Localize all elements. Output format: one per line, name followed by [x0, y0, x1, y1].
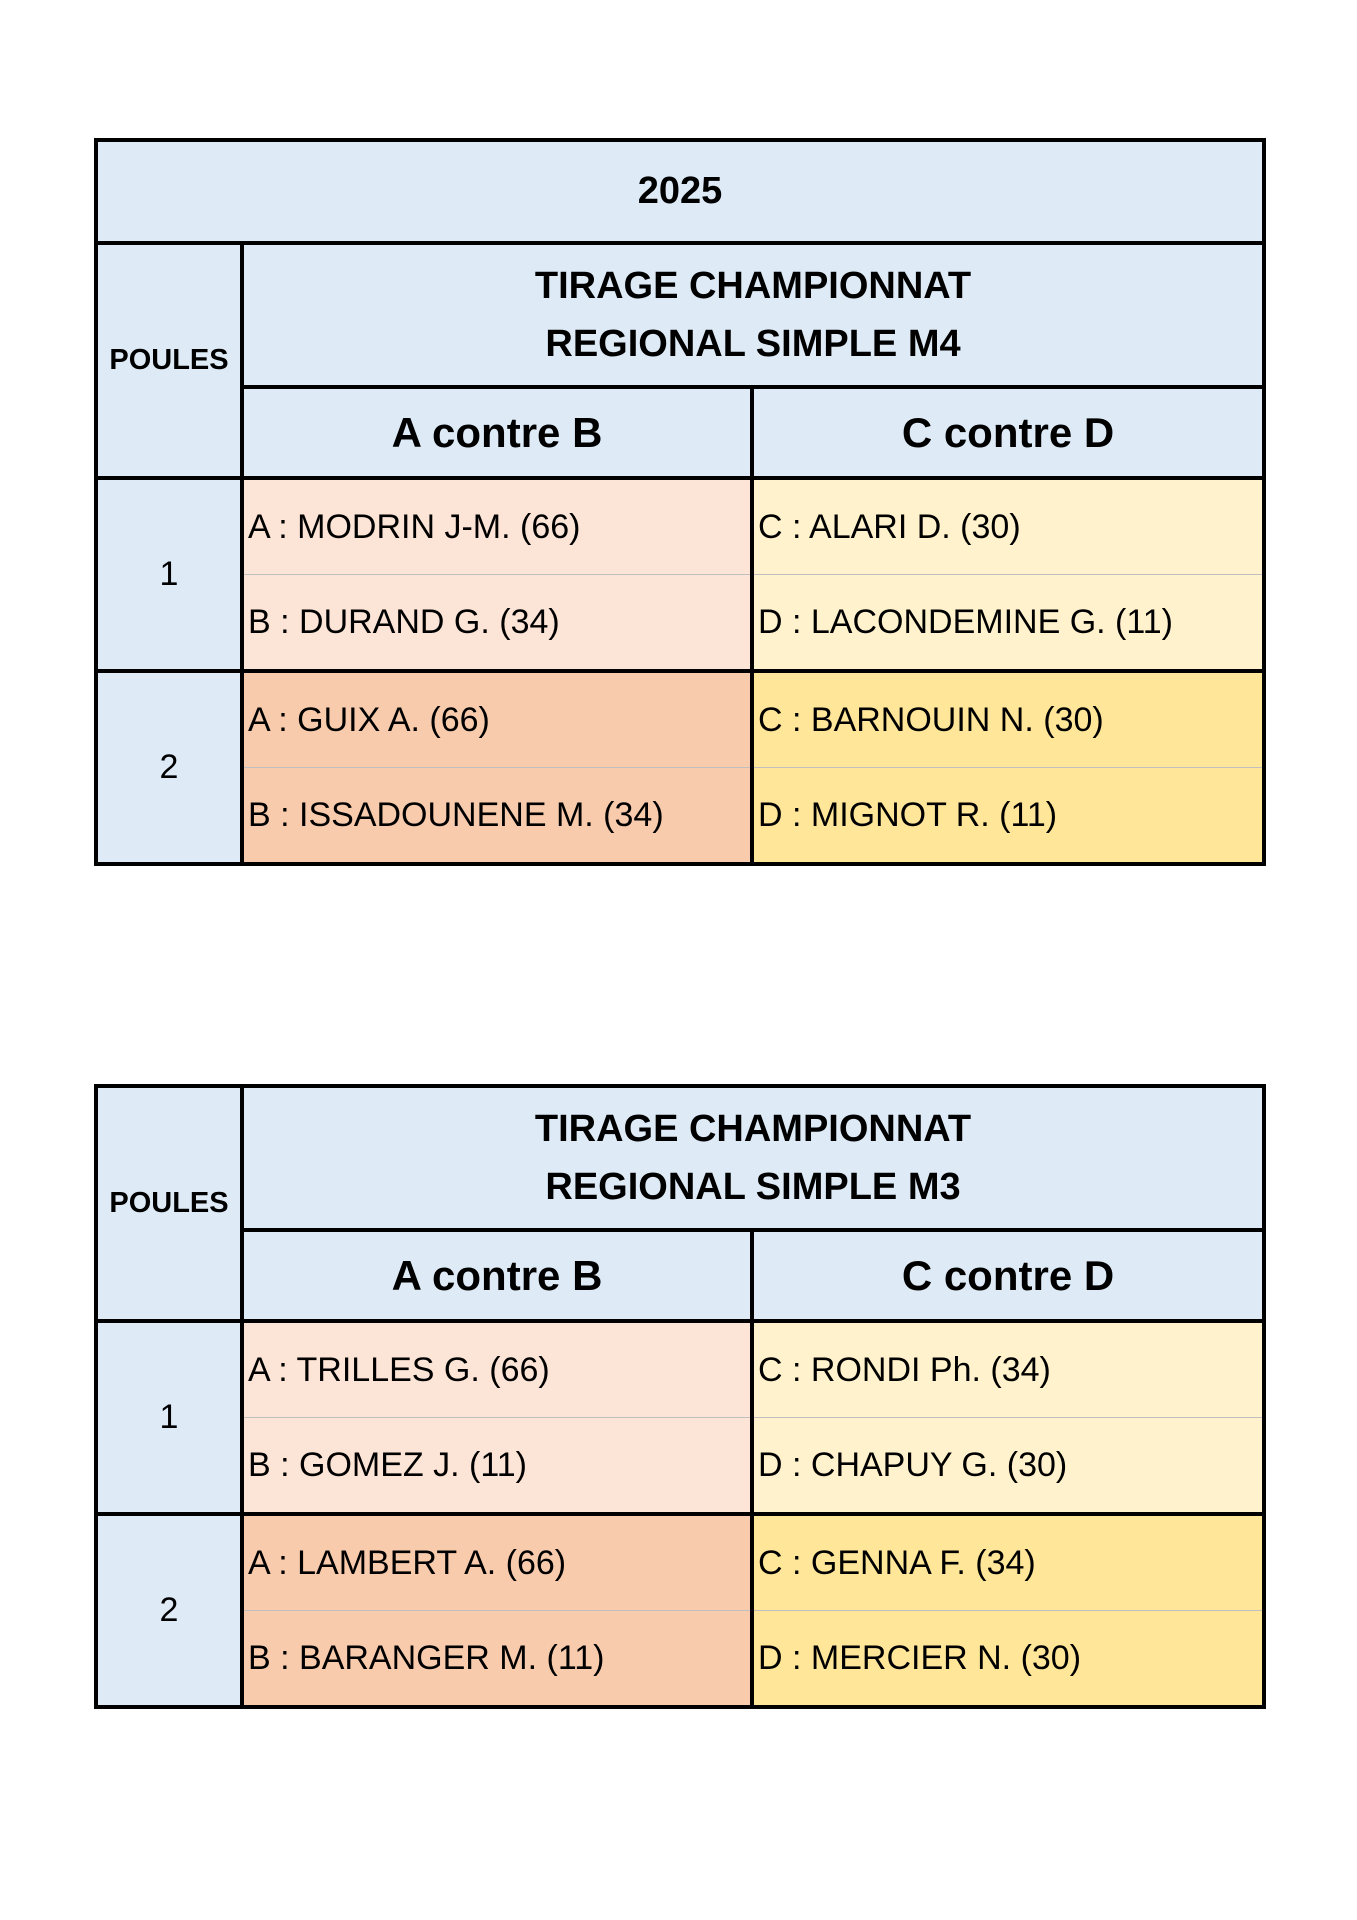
title-line-1: TIRAGE CHAMPIONNAT [534, 1108, 972, 1150]
player-c: C : BARNOUIN N. (30) [752, 671, 1264, 768]
player-a: A : TRILLES G. (66) [242, 1321, 752, 1418]
player-d: D : MERCIER N. (30) [752, 1611, 1264, 1708]
poule-number: 2 [96, 671, 242, 864]
table-title [242, 243, 1264, 387]
poule-number: 2 [96, 1514, 242, 1707]
player-b: B : BARANGER M. (11) [242, 1611, 752, 1708]
column-header-cd: C contre D [752, 1230, 1264, 1321]
player-a: A : LAMBERT A. (66) [242, 1514, 752, 1611]
column-header-cd: C contre D [752, 387, 1264, 478]
player-b: B : ISSADOUNENE M. (34) [242, 768, 752, 865]
draw-table-m3 [94, 1084, 1266, 1709]
title-line-2: REGIONAL SIMPLE M4 [545, 323, 961, 365]
draw-table-m4 [94, 138, 1266, 866]
player-a: A : MODRIN J-M. (66) [242, 478, 752, 575]
player-c: C : ALARI D. (30) [752, 478, 1264, 575]
player-b: B : GOMEZ J. (11) [242, 1418, 752, 1515]
column-header-ab: A contre B [242, 1230, 752, 1321]
poule-number: 1 [96, 1321, 242, 1514]
player-d: D : CHAPUY G. (30) [752, 1418, 1264, 1515]
player-a: A : GUIX A. (66) [242, 671, 752, 768]
table-title [242, 1086, 1264, 1230]
year-header: 2025 [96, 140, 1264, 243]
poule-number: 1 [96, 478, 242, 671]
player-d: D : MIGNOT R. (11) [752, 768, 1264, 865]
column-header-ab: A contre B [242, 387, 752, 478]
player-b: B : DURAND G. (34) [242, 575, 752, 672]
poules-header: POULES [96, 1086, 242, 1321]
player-c: C : RONDI Ph. (34) [752, 1321, 1264, 1418]
title-line-2: REGIONAL SIMPLE M3 [545, 1166, 961, 1208]
player-c: C : GENNA F. (34) [752, 1514, 1264, 1611]
poules-header: POULES [96, 243, 242, 478]
player-d: D : LACONDEMINE G. (11) [752, 575, 1264, 672]
title-line-1: TIRAGE CHAMPIONNAT [534, 265, 972, 307]
